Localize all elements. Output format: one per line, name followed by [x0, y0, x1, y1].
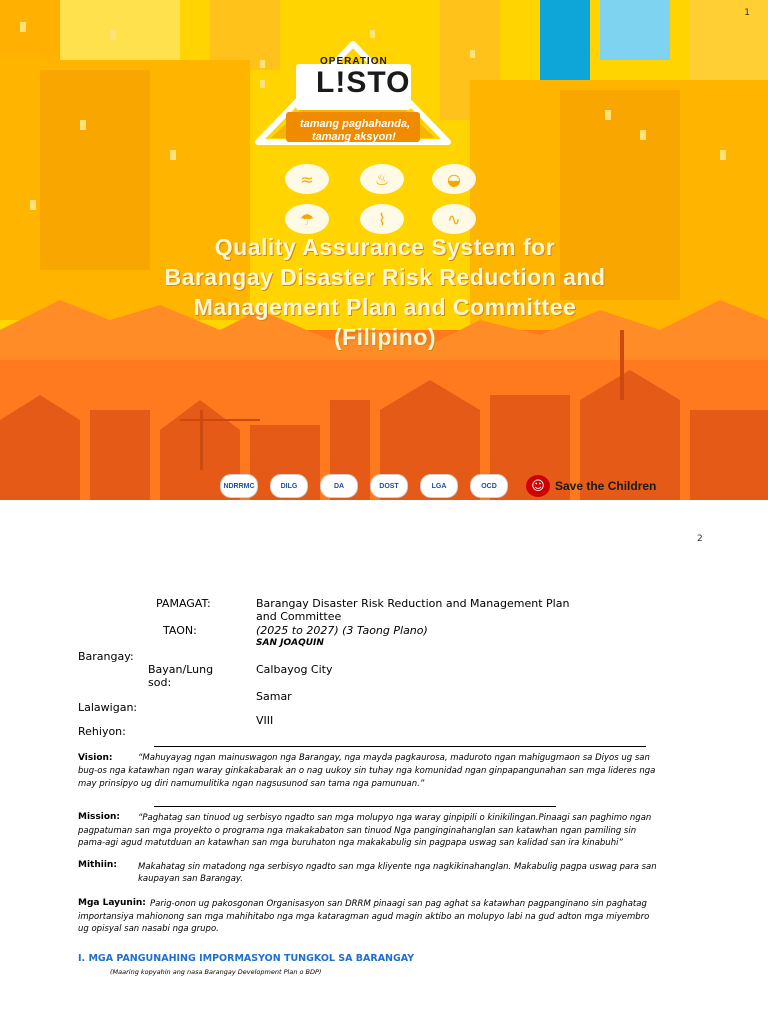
bayan-value: Calbayog City	[256, 663, 333, 676]
page-number: 1	[744, 8, 750, 18]
vision-text-line-1: “Mahuyayag ngan mainuswagon nga Barangay, nga mayda pagkaurosa, maduroto ngan mahigugmaon sa Diyos ug san	[138, 753, 650, 763]
divider-line	[154, 806, 556, 807]
pamagat-label: PAMAGAT:	[156, 597, 211, 610]
partner-logos	[220, 472, 656, 500]
bayan-label-line-2: sod:	[148, 676, 172, 689]
mithiin-text-line-1: Makahatag sin matadong nga serbisyo ngadto san mga kliyente nga nagkikinahanglan. Makabulig pagpa uswag para san	[138, 862, 657, 872]
mission-label: Mission:	[78, 812, 121, 822]
ocd-logo: OCD	[470, 474, 508, 498]
storm-icon: ☂	[285, 204, 329, 234]
layunin-text-line-2: importansiya mahionong san mga mahihitabo nga mga kataragman agud magin aktibo an molupyo labi na gud adton mga miyembro	[78, 912, 650, 922]
taon-label: TAON:	[163, 624, 197, 637]
rehiyon-label: Rehiyon:	[78, 725, 126, 738]
mithiin-label: Mithiin:	[78, 860, 117, 870]
tsunami-icon: ∿	[432, 204, 476, 234]
save-the-children-icon: ☺	[526, 475, 550, 497]
vision-label: Vision:	[78, 753, 113, 763]
page-number-2: 2	[697, 534, 703, 544]
layunin-text-line-3: ug opisyal san nasabi nga grupo.	[78, 924, 219, 934]
earthquake-icon: ⌇	[360, 204, 404, 234]
lga-logo: LGA	[420, 474, 458, 498]
cover-title-line-4: (Filipino)	[333, 324, 437, 350]
logo-tagline-2: tamang aksyon!	[312, 131, 396, 143]
section-one-title: I. MGA PANGUNAHING IMPORMASYON TUNGKOL SA BARANGAY	[78, 953, 415, 964]
layunin-label: Mga Layunin:	[78, 898, 146, 908]
logo-listo-text: L!STO	[316, 66, 411, 99]
vision-text-line-3: may prinsipyo ug diri namumulitika ngan nagsusunod san tama nga pamunuan.”	[78, 779, 425, 789]
landslide-icon: ◒	[432, 164, 476, 194]
logo-tagline-1: tamang paghahanda,	[300, 118, 411, 130]
da-logo: DA	[320, 474, 358, 498]
save-the-children-text: Save the Children	[555, 479, 657, 493]
save-the-children-logo	[526, 475, 656, 497]
vision-text-line-2: bug-os nga katawhan ngan waray ginkakabarak an o nag uukoy sin tuhay nga komunidad ngan ginpapangunahan san mga lideres nga	[78, 766, 656, 776]
cover-page	[0, 0, 768, 500]
fire-icon: ♨	[360, 164, 404, 194]
cover-title-line-2: Barangay Disaster Risk Reduction and	[164, 264, 606, 290]
section-one-note: (Maaring kopyahin ang nasa Barangay Development Plan o BDP)	[110, 968, 322, 976]
layunin-text-line-1: Parig-onon ug pakosgonan Organisasyon san DRRM pinaagi san pag aghat sa katawhan pagpanginano sin paghatag	[150, 899, 647, 909]
pamagat-value-line-2: and Committee	[256, 610, 342, 623]
mission-text-line-1: “Paghatag san tinuod ug serbisyo ngadto san mga molupyo nga waray ginpipili o kinikilingan.Pinaagi san paghimo ngan	[138, 813, 652, 823]
taon-value: (2025 to 2027) (3 Taong Plano)	[256, 624, 428, 637]
flood-icon: ≈	[285, 164, 329, 194]
cover-title	[40, 232, 730, 352]
lalawigan-label: Lalawigan:	[78, 701, 138, 714]
dilg-logo: DILG	[270, 474, 308, 498]
logo-operation-text: OPERATION	[320, 56, 388, 67]
divider-line	[154, 746, 646, 747]
dost-logo: DOST	[370, 474, 408, 498]
barangay-label: Barangay:	[78, 650, 134, 663]
cover-title-line-3: Management Plan and Committee	[193, 294, 577, 320]
mission-text-line-3: pama-agi agud matutduan an katawhan san mga buruhaton nga makakabulig sin pagpapa uswag san kalidad san ira kinabuhi”	[78, 838, 623, 848]
lalawigan-value: Samar	[256, 690, 292, 703]
cover-title-line-1: Quality Assurance System for	[214, 234, 556, 260]
mission-text-line-2: pagpatuman san mga proyekto o programa nga makakabaton san tinuod Nga panginginahanglan san katawhan ngan pamiling sin	[78, 826, 637, 836]
mithiin-text-line-2: kaupayan san Barangay.	[138, 874, 243, 884]
pamagat-value-line-1: Barangay Disaster Risk Reduction and Management Plan	[256, 597, 570, 610]
barangay-value: SAN JOAQUIN	[256, 638, 324, 648]
bayan-label-line-1: Bayan/Lung	[148, 663, 214, 676]
rehiyon-value: VIII	[256, 714, 274, 727]
ndrrmc-logo: NDRRMC	[220, 474, 258, 498]
